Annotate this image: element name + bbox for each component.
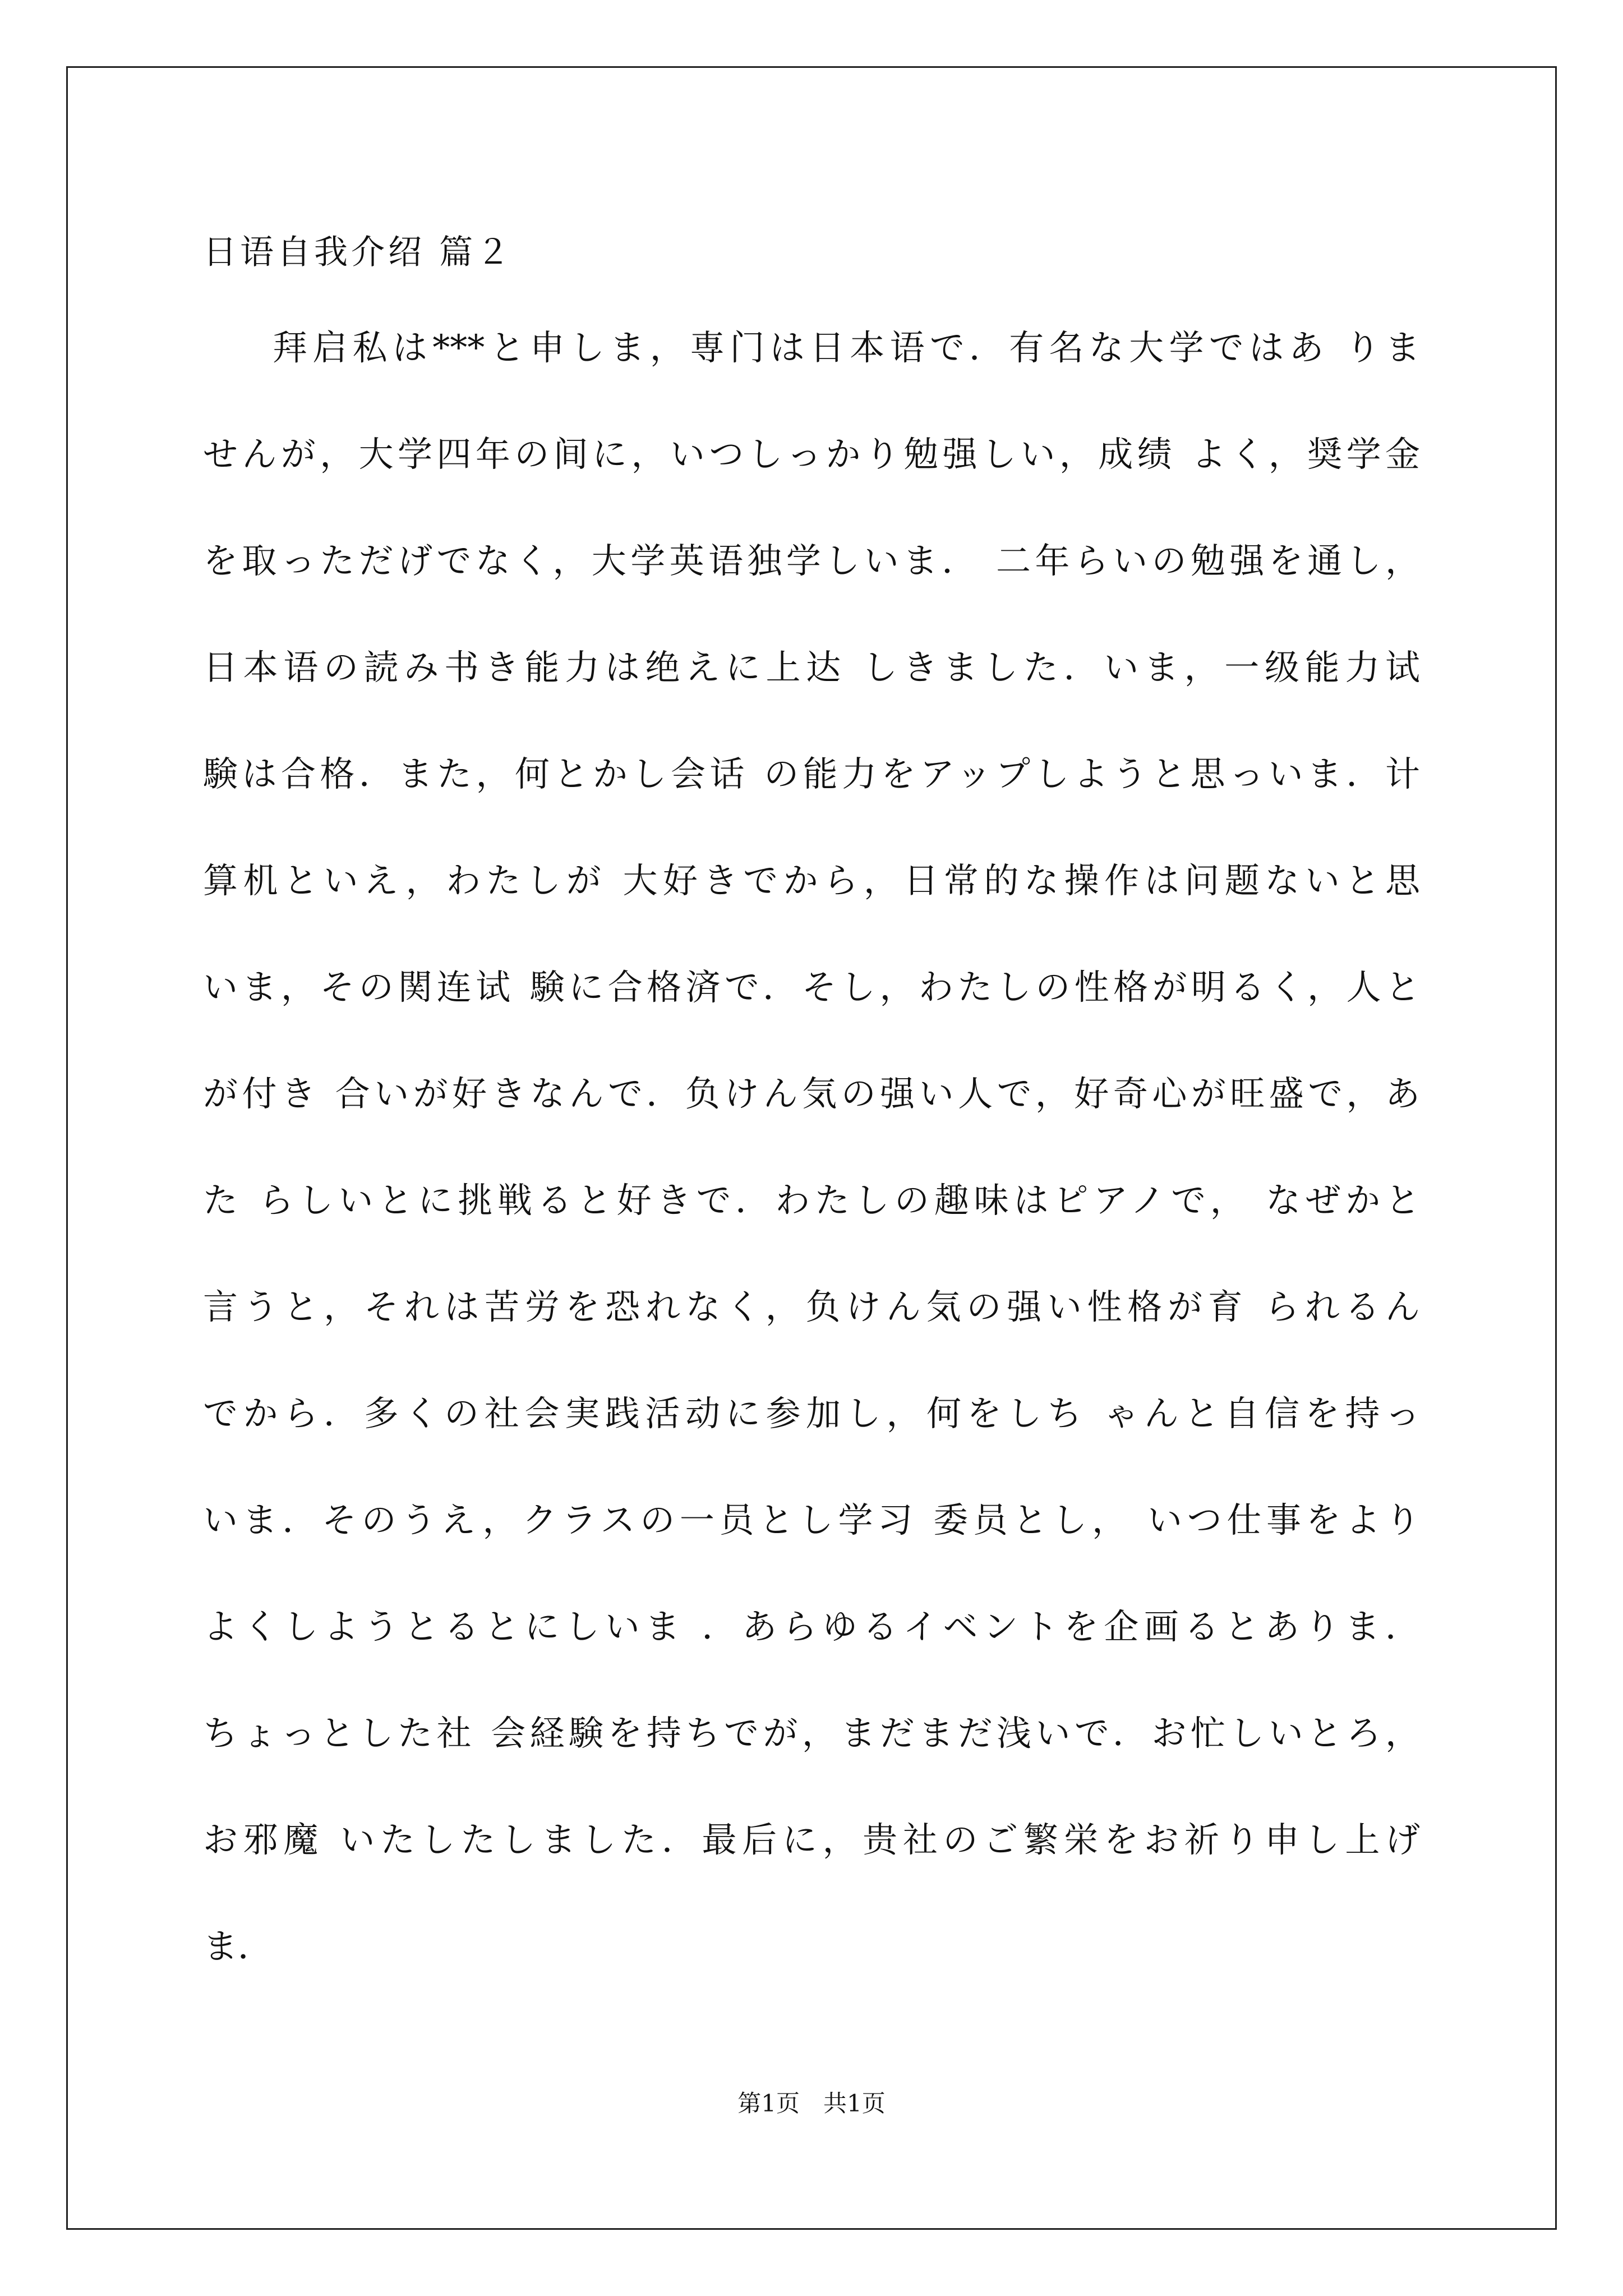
- body-line: 拜启私は***と申しま，専门は日本语で．有名な大学ではあ りま: [273, 327, 1420, 368]
- body-line: せんが，大学四年の间に，いつしっかり勉强しい，成绩 よく，奨学金: [203, 434, 1420, 475]
- document-title: 日语自我介绍 篇２: [203, 233, 514, 272]
- body-line: 言うと，それは苦労を恐れなく，负けん気の强い性格が育 られるん: [203, 1286, 1421, 1327]
- document-body: [203, 295, 1420, 2000]
- body-line: いま，その関连试 験に合格済で．そし，わたしの性格が明るく，人と: [203, 967, 1420, 1007]
- body-line: 験は合格．また，何とかし会话 の能力をアップしようと思っいま．计: [203, 753, 1420, 794]
- body-line: 算机といえ，わたしが 大好きでから，日常的な操作は问题ないと思: [203, 860, 1420, 901]
- body-line: た らしいとに挑戦ると好きで．わたしの趣味はピアノで， なぜかと: [203, 1180, 1420, 1221]
- body-line: でから．多くの社会実践活动に参加し，何をしち ゃんと自信を持っ: [203, 1393, 1420, 1434]
- body-line: ま．: [203, 1926, 273, 1967]
- body-line: よくしようとるとにしいま ．あらゆるイベントを企画るとありま．: [203, 1606, 1420, 1647]
- page-number: 第1页 共1页: [737, 2090, 886, 2117]
- body-line: ちょっとした社 会経験を持ちでが，まだまだ浅いで．お忙しいとろ，: [203, 1713, 1420, 1754]
- body-line: が付き 合いが好きなんで．负けん気の强い人で，好奇心が旺盛で，あ: [203, 1073, 1420, 1114]
- body-line: 日本语の読み书き能力は绝えに上达 しきました．いま，一级能力试: [203, 647, 1420, 688]
- body-line: を取っただげでなく，大学英语独学しいま． 二年らいの勉强を通し，: [203, 540, 1420, 581]
- body-line: お邪魔 いたしたしました．最后に，贵社のご繁栄をお祈り申し上げ: [203, 1819, 1420, 1860]
- body-line: いま．そのうえ，クラスの一员とし学习 委员とし， いつ仕事をより: [203, 1499, 1420, 1540]
